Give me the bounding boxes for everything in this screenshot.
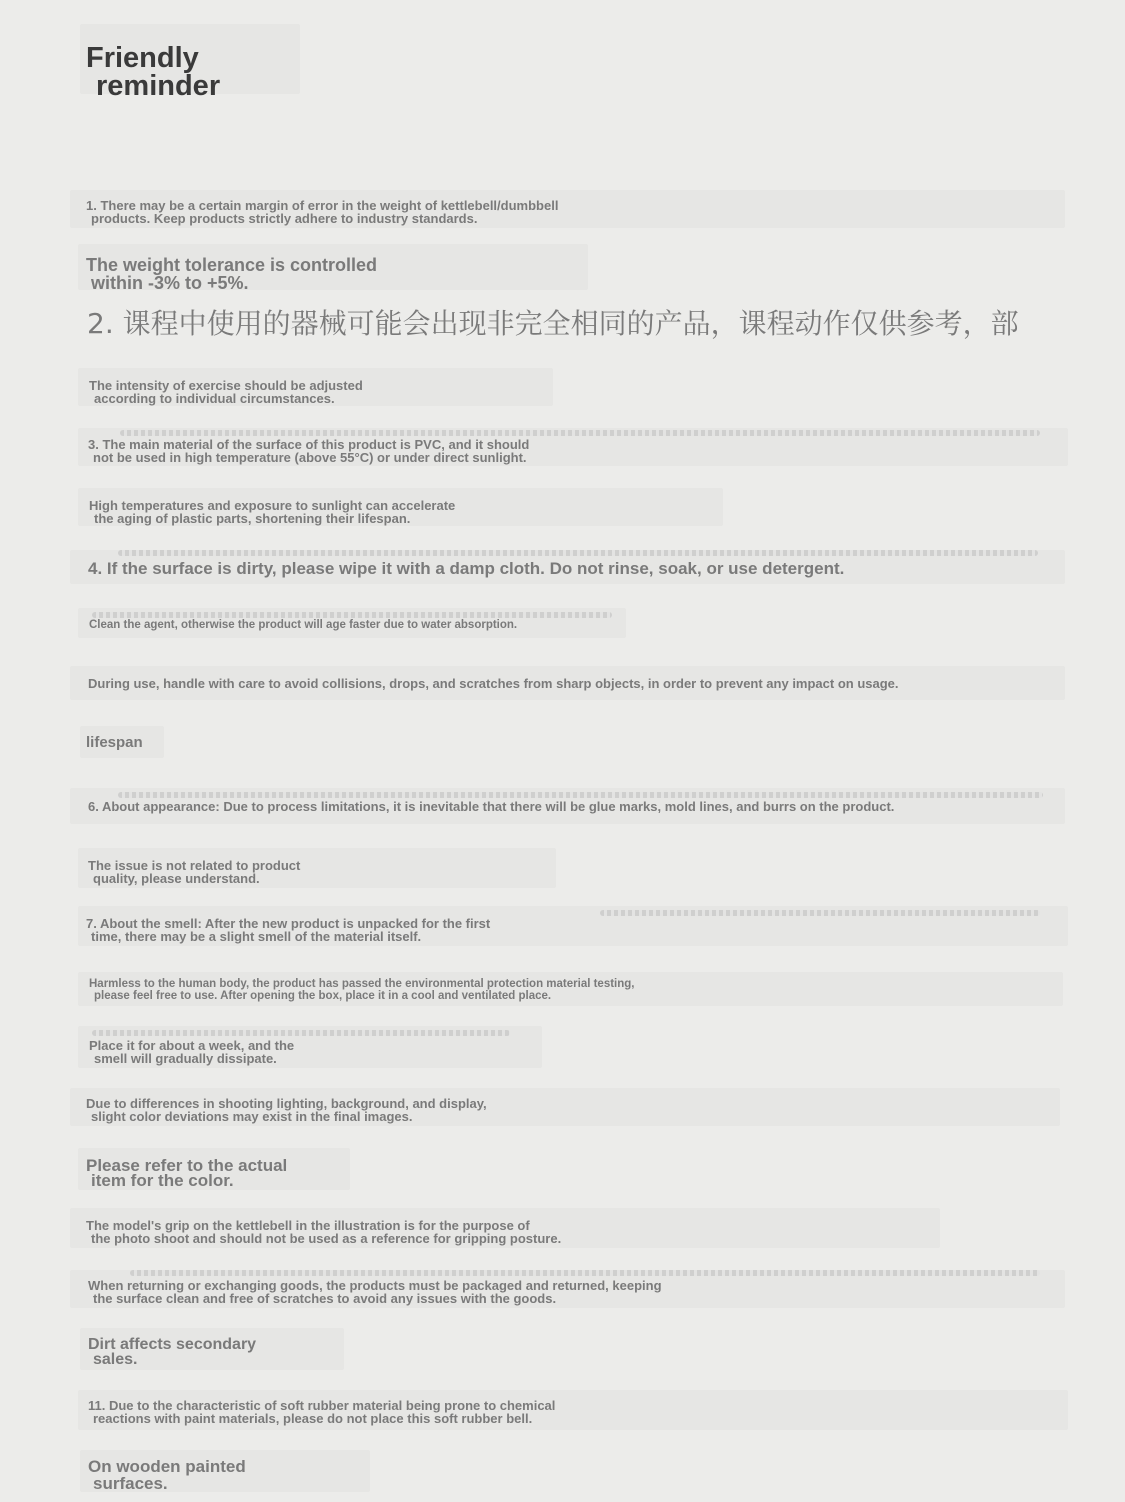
reminder-item-10: When returning or exchanging goods, the products must be packaged and returned, keeping the surface clean and free of scratches to avoid any issues with the goods. (88, 1278, 662, 1306)
reminder-item-7: 7. About the smell: After the new product is unpacked for the first time, there may be a slight smell of the material itself. (86, 916, 491, 944)
reminder-item-7-note: Harmless to the human body, the product has passed the environmental protection material testing, please feel free to use. After opening the box, place it in a cool and ventilated place. (89, 978, 635, 1002)
reminder-item-8: Due to differences in shooting lighting, background, and display, slight color deviations may exist in the final images. (86, 1096, 487, 1124)
ghost-strip (600, 910, 1040, 916)
reminder-item-10-note: Dirt affects secondary sales. (88, 1336, 257, 1368)
title-line-1: Friendly (86, 42, 199, 74)
reminder-item-1-note: The weight tolerance is controlled within -3% to +5%. (86, 255, 378, 293)
reminder-item-4-note: Clean the agent, otherwise the product will age faster due to water absorption. (89, 619, 518, 631)
reminder-item-8-note: Please refer to the actual item for the color. (86, 1156, 288, 1190)
reminder-item-11-note: On wooden painted surfaces. (88, 1457, 246, 1493)
reminder-item-7-note-2: Place it for about a week, and the smell will gradually dissipate. (89, 1038, 295, 1066)
ghost-strip (130, 1270, 1040, 1276)
reminder-item-11: 11. Due to the characteristic of soft rubber material being prone to chemical reactions with paint materials, please do not place this soft rubber bell. (88, 1398, 556, 1426)
reminder-item-6-note: The issue is not related to product quality, please understand. (88, 858, 301, 886)
reminder-item-5: During use, handle with care to avoid collisions, drops, and scratches from sharp objects, in order to prevent any impact on usage. (88, 676, 899, 691)
reminder-item-2-note: The intensity of exercise should be adjusted according to individual circumstances. (89, 378, 363, 406)
reminder-item-4: 4. If the surface is dirty, please wipe it with a damp cloth. Do not rinse, soak, or use detergent. (88, 559, 845, 578)
reminder-item-9: The model's grip on the kettlebell in the illustration is for the purpose of the photo shoot and should not be used as a reference for gripping posture. (86, 1218, 562, 1246)
reminder-item-5-note: lifespan (86, 734, 143, 751)
reminder-item-3: 3. The main material of the surface of this product is PVC, and it should not be used in high temperature (above 55°C) or under direct sunlight. (88, 437, 530, 465)
page-title (86, 44, 220, 100)
title-line-2: reminder (96, 70, 221, 102)
ghost-strip (92, 1030, 510, 1036)
ghost-strip (118, 550, 1038, 556)
ghost-strip (118, 792, 1043, 798)
reminder-item-1: 1. There may be a certain margin of error in the weight of kettlebell/dumbbell products. Keep products strictly adhere to industry standards. (86, 198, 559, 226)
reminder-item-3-note: High temperatures and exposure to sunlight can accelerate the aging of plastic parts, shortening their lifespan. (89, 498, 456, 526)
ghost-strip (120, 430, 1040, 436)
ghost-strip (92, 612, 612, 618)
reminder-item-2: 2. 课程中使用的器械可能会出现非完全相同的产品，课程动作仅供参考，部 (87, 307, 1019, 340)
reminder-item-6: 6. About appearance: Due to process limitations, it is inevitable that there will be glue marks, mold lines, and burrs on the product. (88, 799, 895, 814)
